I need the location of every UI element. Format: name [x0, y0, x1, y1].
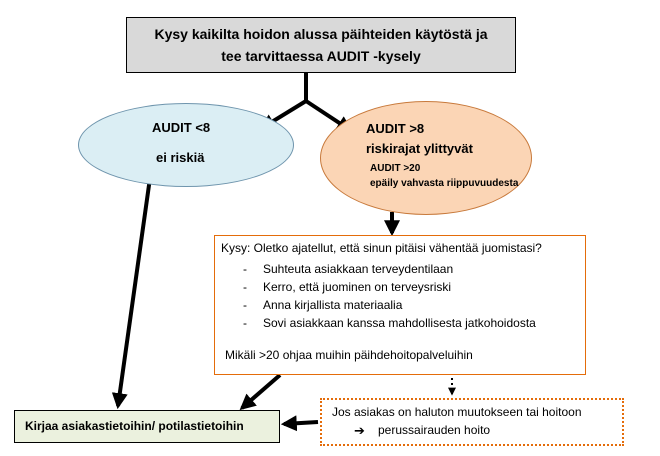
audit-high-subtitle: riskirajat ylittyvät: [366, 141, 473, 156]
arrow-right-box-to-bottom-left: [284, 422, 318, 424]
bullet-item: Sovi asiakkaan kanssa mahdollisesta jatkohoidosta: [263, 316, 536, 330]
audit-low-subtitle: ei riskiä: [156, 150, 205, 165]
audit-high-note1: AUDIT >20: [370, 163, 421, 174]
arrow-left-to-bottom: [118, 178, 150, 406]
unwilling-line2: perussairauden hoito: [378, 423, 491, 437]
audit-high-note2: epäily vahvasta riippuvuudesta: [370, 178, 519, 189]
bullet-item: Kerro, että juominen on terveysriski: [263, 280, 452, 294]
arrow-right-icon: ➔: [354, 423, 365, 438]
audit-low-title: AUDIT <8: [152, 120, 211, 135]
start-box: [126, 17, 516, 73]
bullet-marker: -: [243, 262, 247, 276]
bullet-marker: -: [243, 280, 247, 294]
unwilling-box: [320, 398, 624, 446]
unwilling-line1: Jos asiakas on haluton muutokseen tai hoitoon: [332, 405, 582, 419]
arrow-middle-to-bottom: [242, 375, 280, 408]
bullet-item: Anna kirjallista materiaalia: [263, 298, 403, 312]
audit-high-title: AUDIT >8: [366, 121, 425, 136]
bullet-item: Suhteuta asiakkaan terveydentilaan: [263, 262, 454, 276]
intervention-question: Kysy: Oletko ajatellut, että sinun pitäisi vähentää juomistasi?: [221, 241, 542, 255]
audit-low-ellipse: [78, 103, 294, 187]
start-box-line2: tee tarvittaessa AUDIT -kysely: [221, 48, 421, 64]
intervention-footer: Mikäli >20 ohjaa muihin päihdehoitopalveluihin: [225, 348, 473, 362]
audit-high-ellipse: [320, 101, 532, 215]
intervention-box: [214, 235, 586, 375]
bullet-marker: -: [243, 298, 247, 312]
bullet-marker: -: [243, 316, 247, 330]
start-box-line1: Kysy kaikilta hoidon alussa päihteiden käytöstä ja: [154, 26, 488, 42]
record-label: Kirjaa asiakastietoihin/ potilastietoihin: [25, 419, 244, 433]
record-box: [14, 410, 280, 443]
